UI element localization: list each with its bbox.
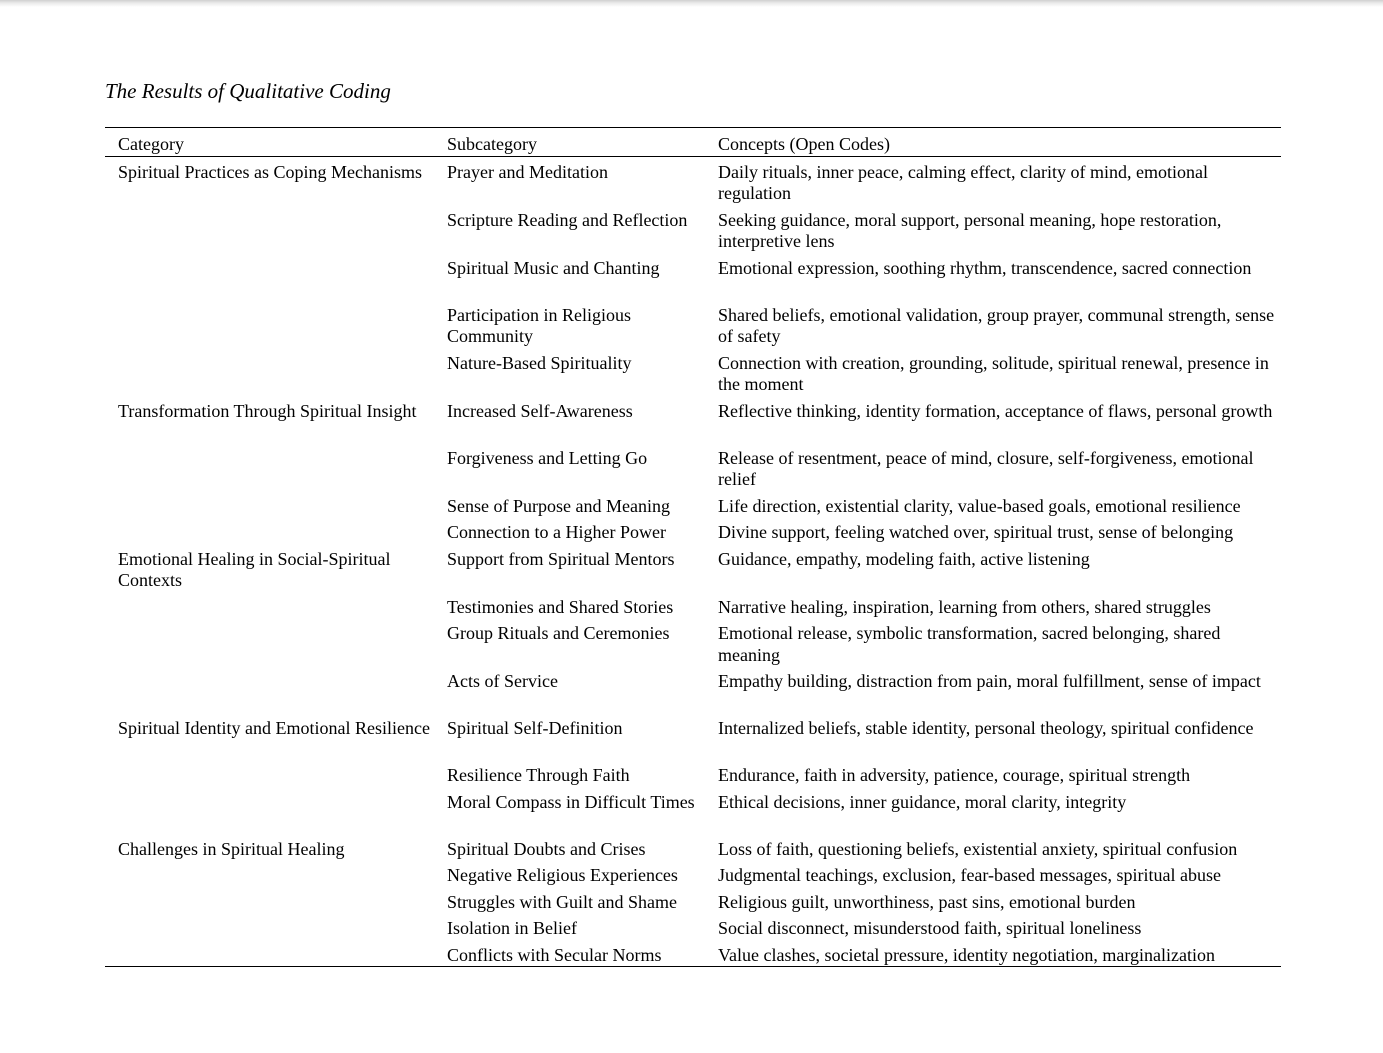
table-row — [105, 760, 1281, 787]
cell-subcategory: Connection to a Higher Power — [447, 522, 666, 542]
cell-subcategory: Support from Spiritual Mentors — [447, 548, 675, 569]
table-row — [105, 348, 1281, 396]
window-top-edge — [0, 0, 1383, 7]
table-row — [105, 713, 1281, 760]
header-subcategory: Subcategory — [447, 134, 537, 154]
cell-category — [105, 760, 434, 787]
cell-category — [105, 940, 434, 967]
cell-category — [105, 491, 434, 518]
cell-subcategory: Nature-Based Spirituality — [447, 352, 632, 373]
cell-category — [105, 253, 434, 300]
cell-subcategory: Acts of Service — [447, 671, 558, 691]
cell-concepts: Ethical decisions, inner guidance, moral clarity, integrity — [718, 791, 1127, 812]
coding-results-table — [105, 127, 1281, 967]
table-row — [105, 860, 1281, 887]
cell-subcategory: Moral Compass in Difficult Times — [447, 791, 695, 812]
cell-category — [105, 666, 434, 713]
cell-category: Emotional Healing in Social-Spiritual Contexts — [118, 548, 391, 590]
table-row — [105, 544, 1281, 592]
table-row — [105, 666, 1281, 713]
cell-category — [105, 618, 434, 666]
cell-category — [105, 348, 434, 396]
cell-category — [105, 300, 434, 348]
cell-category — [105, 860, 434, 887]
table-row — [105, 517, 1281, 544]
cell-concepts: Release of resentment, peace of mind, closure, self-forgiveness, emotional relief — [718, 447, 1254, 489]
cell-concepts: Shared beliefs, emotional validation, group prayer, communal strength, sense of safety — [718, 304, 1275, 346]
cell-subcategory: Spiritual Self-Definition — [447, 718, 623, 738]
cell-concepts: Social disconnect, misunderstood faith, spiritual loneliness — [718, 918, 1142, 938]
table-row — [105, 253, 1281, 300]
cell-concepts: Guidance, empathy, modeling faith, active listening — [718, 548, 1090, 569]
cell-concepts: Endurance, faith in adversity, patience, courage, spiritual strength — [718, 765, 1191, 785]
cell-concepts: Connection with creation, grounding, solitude, spiritual renewal, presence in the moment — [718, 352, 1269, 394]
cell-subcategory: Spiritual Music and Chanting — [447, 257, 660, 278]
table-row — [105, 396, 1281, 443]
cell-category: Challenges in Spiritual Healing — [118, 838, 345, 859]
cell-subcategory: Prayer and Meditation — [447, 161, 608, 182]
cell-subcategory: Scripture Reading and Reflection — [447, 209, 688, 230]
table-body — [105, 156, 1281, 967]
cell-category: Transformation Through Spiritual Insight — [118, 400, 417, 421]
cell-concepts: Emotional release, symbolic transformation, sacred belonging, shared meaning — [718, 623, 1221, 665]
cell-concepts: Life direction, existential clarity, value-based goals, emotional resilience — [718, 495, 1241, 516]
cell-category — [105, 913, 434, 940]
table-row — [105, 618, 1281, 666]
coding-results-table-container — [105, 127, 1281, 967]
table-row — [105, 787, 1281, 834]
cell-category: Spiritual Identity and Emotional Resilience — [118, 718, 430, 738]
cell-concepts: Judgmental teachings, exclusion, fear-based messages, spiritual abuse — [718, 865, 1221, 885]
table-row — [105, 913, 1281, 940]
cell-category — [105, 887, 434, 914]
cell-concepts: Narrative healing, inspiration, learning from others, shared struggles — [718, 596, 1211, 617]
cell-category — [105, 592, 434, 619]
cell-concepts: Value clashes, societal pressure, identity negotiation, marginalization — [718, 944, 1216, 965]
cell-subcategory: Conflicts with Secular Norms — [447, 944, 662, 965]
cell-category: Spiritual Practices as Coping Mechanisms — [118, 161, 422, 182]
cell-concepts: Divine support, feeling watched over, spiritual trust, sense of belonging — [718, 522, 1234, 542]
cell-subcategory: Negative Religious Experiences — [447, 865, 678, 885]
cell-concepts: Internalized beliefs, stable identity, personal theology, spiritual confidence — [718, 718, 1254, 738]
cell-subcategory: Forgiveness and Letting Go — [447, 447, 648, 468]
table-row — [105, 300, 1281, 348]
table-row — [105, 940, 1281, 967]
table-row — [105, 205, 1281, 253]
header-concepts: Concepts (Open Codes) — [718, 134, 890, 154]
cell-subcategory: Testimonies and Shared Stories — [447, 596, 674, 617]
table-row — [105, 491, 1281, 518]
cell-concepts: Daily rituals, inner peace, calming effect, clarity of mind, emotional regulation — [718, 161, 1208, 203]
table-row — [105, 592, 1281, 619]
header-category: Category — [118, 134, 184, 154]
cell-concepts: Seeking guidance, moral support, personal meaning, hope restoration, interpretive lens — [718, 209, 1222, 251]
cell-category — [105, 787, 434, 834]
cell-subcategory: Spiritual Doubts and Crises — [447, 838, 646, 859]
table-row — [105, 834, 1281, 861]
table-row — [105, 443, 1281, 491]
cell-subcategory: Increased Self-Awareness — [447, 400, 633, 421]
table-row — [105, 156, 1281, 205]
cell-category — [105, 517, 434, 544]
cell-concepts: Loss of faith, questioning beliefs, existential anxiety, spiritual confusion — [718, 838, 1238, 859]
cell-subcategory: Sense of Purpose and Meaning — [447, 495, 670, 516]
cell-concepts: Religious guilt, unworthiness, past sins, emotional burden — [718, 891, 1136, 912]
cell-subcategory: Resilience Through Faith — [447, 765, 630, 785]
cell-subcategory: Isolation in Belief — [447, 918, 577, 938]
cell-subcategory: Participation in Religious Community — [447, 304, 631, 346]
table-caption: The Results of Qualitative Coding — [105, 79, 391, 103]
cell-concepts: Emotional expression, soothing rhythm, transcendence, sacred connection — [718, 257, 1252, 278]
cell-category — [105, 205, 434, 253]
cell-concepts: Empathy building, distraction from pain, moral fulfillment, sense of impact — [718, 671, 1261, 691]
cell-subcategory: Group Rituals and Ceremonies — [447, 623, 670, 643]
cell-category — [105, 443, 434, 491]
table-header-row — [105, 128, 1281, 157]
table-row — [105, 887, 1281, 914]
cell-subcategory: Struggles with Guilt and Shame — [447, 891, 677, 912]
cell-concepts: Reflective thinking, identity formation, acceptance of flaws, personal growth — [718, 400, 1273, 421]
